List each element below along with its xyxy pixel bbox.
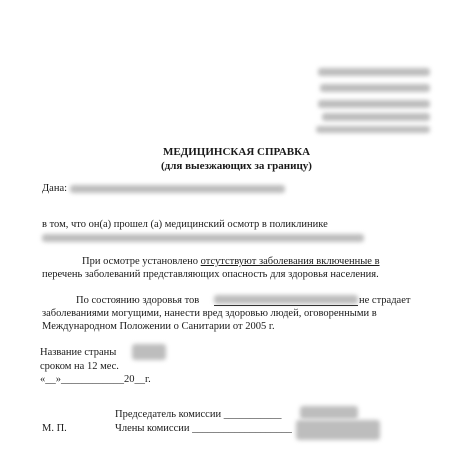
members-row — [115, 422, 292, 435]
date-line — [40, 373, 151, 386]
members-signature-blank: ___________________ — [192, 423, 292, 434]
paragraph-2-suffix: не страдает — [359, 295, 411, 306]
redacted-person-name — [214, 295, 358, 304]
redacted-clinic-name — [42, 234, 364, 242]
person-name-underline — [214, 305, 358, 306]
document-subtitle: (для выезжающих за границу) — [161, 160, 312, 172]
redacted-chairman-name — [300, 406, 358, 419]
chairman-row — [115, 408, 281, 421]
paragraph-1-underlined: отсутствуют заболевания включенные в — [200, 256, 380, 267]
exam-text: в том, что он(а) прошел (а) медицинский осмотр в поликлинике — [42, 219, 328, 230]
term-label: сроком на 12 мес. — [40, 361, 119, 372]
paragraph-2-line-2: заболеваниями могущими, нанести вред здоровью людей, оговоренными в — [42, 308, 377, 319]
country-label: Название страны — [40, 347, 117, 358]
chairman-signature-blank: ___________ — [223, 409, 282, 420]
stamp-label: М. П. — [42, 423, 67, 434]
redacted-members-names — [296, 420, 380, 440]
document-title: МЕДИЦИНСКАЯ СПРАВКА — [162, 146, 311, 158]
paragraph-2-prefix: По состоянию здоровья тов — [76, 295, 200, 306]
paragraph-1-line-2: перечень заболеваний представляющих опасность для здоровья населения. — [42, 269, 379, 280]
date-day: «__» — [40, 374, 61, 385]
redacted-header-line-5 — [316, 126, 430, 133]
paragraph-1-prefix: При осмотре установлено — [82, 256, 201, 267]
redacted-header-line-2 — [320, 84, 430, 92]
redacted-header-line-1 — [318, 68, 430, 76]
redacted-header-line-4 — [322, 113, 430, 121]
date-month-blank: ____________ — [61, 374, 124, 385]
redacted-issued-name — [70, 185, 285, 193]
issued-label: Дана: — [42, 183, 68, 194]
redacted-header-line-3 — [318, 100, 430, 108]
chairman-label: Председатель комиссии — [115, 409, 222, 420]
members-label: Члены комиссии — [115, 423, 190, 434]
date-year: 20__г. — [124, 374, 151, 385]
issued-row — [42, 182, 67, 195]
redacted-country-name — [132, 344, 166, 360]
paragraph-2-line-3: Международном Положении о Санитарии от 2005 г. — [42, 321, 275, 332]
paragraph-2-line-1 — [76, 294, 199, 307]
paragraph-1-line-1 — [82, 255, 380, 268]
